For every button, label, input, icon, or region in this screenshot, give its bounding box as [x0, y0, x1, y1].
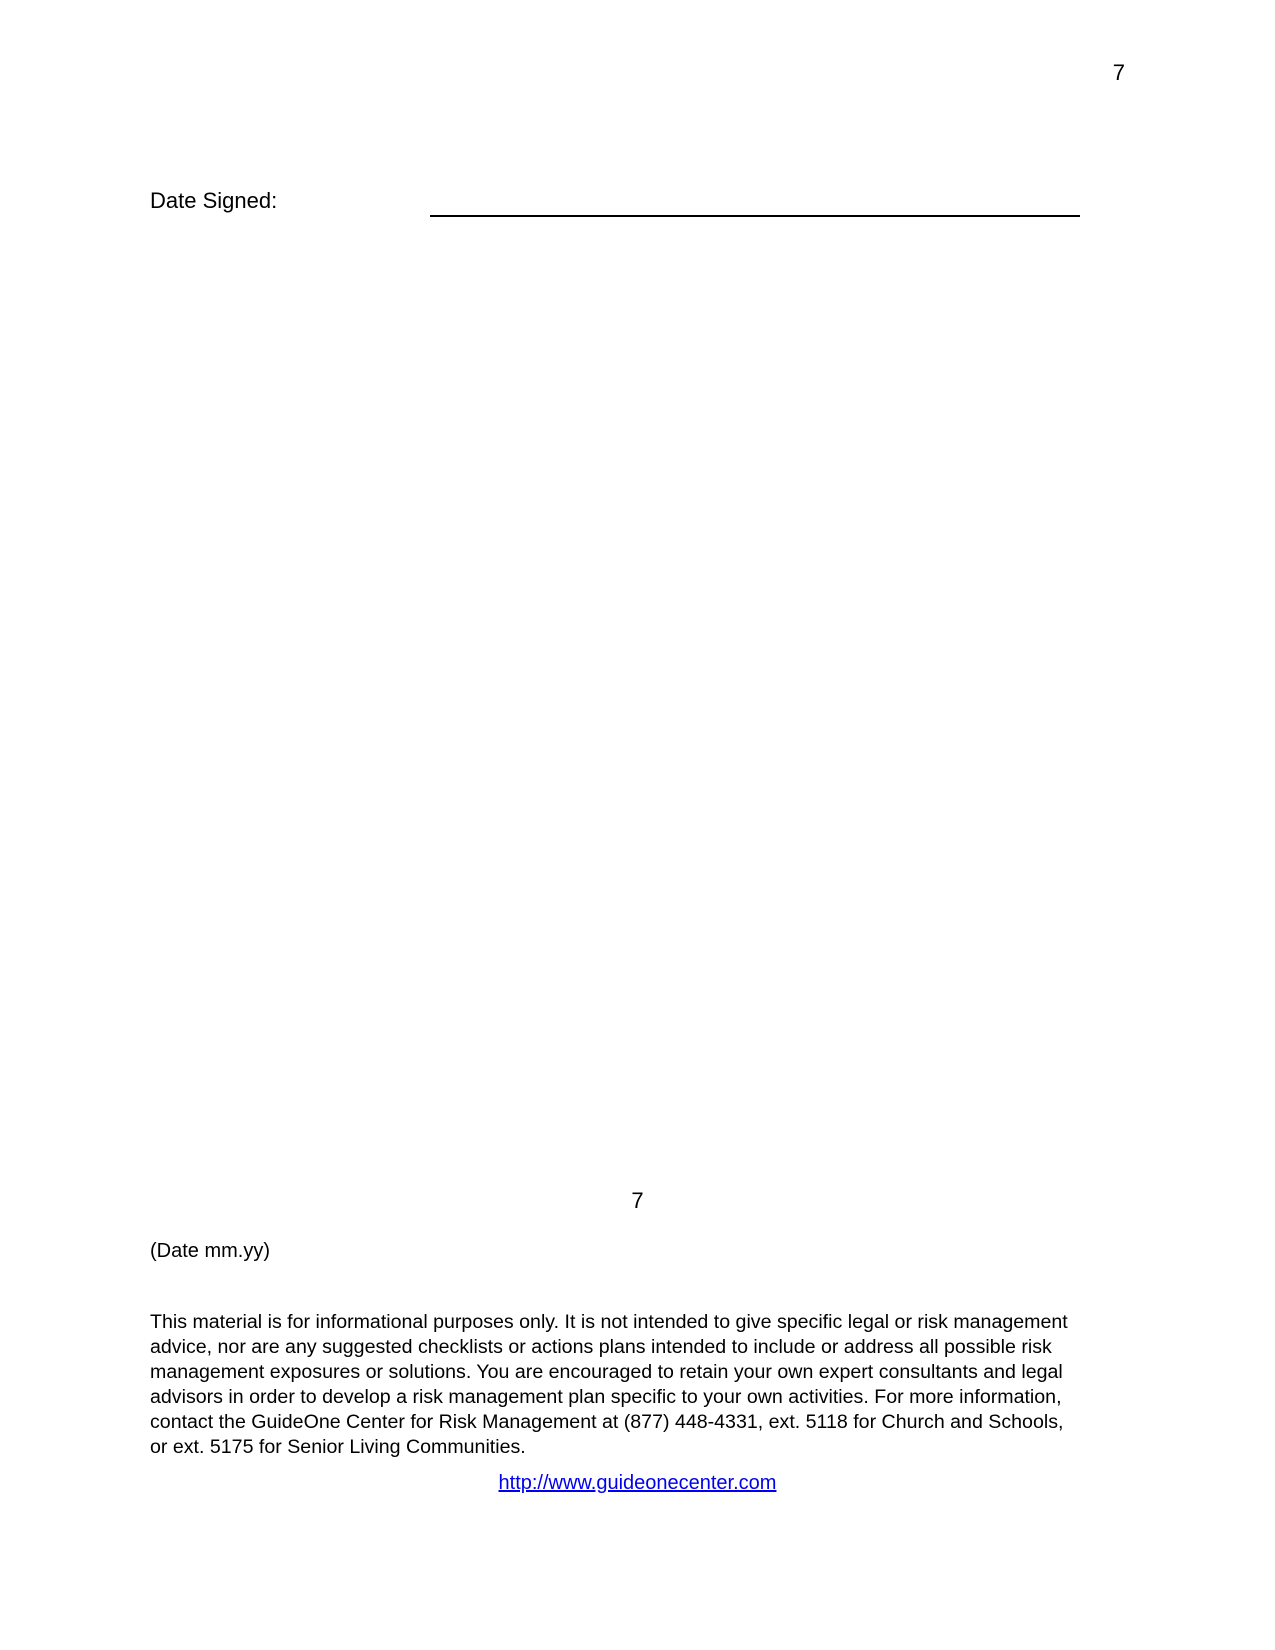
disclaimer-line: This material is for informational purposes only. It is not intended to give specific legal or risk management [150, 1311, 1068, 1333]
disclaimer-line: advice, nor are any suggested checklists or actions plans intended to include or address all possible risk [150, 1336, 1052, 1358]
disclaimer-line: or ext. 5175 for Senior Living Communities. [150, 1436, 526, 1458]
page-number-footer: 7 [631, 1188, 644, 1213]
date-signed-row [150, 188, 1085, 218]
website-link-container [0, 1472, 1275, 1495]
date-signed-line [430, 215, 1080, 217]
date-signed-label: Date Signed: [150, 188, 278, 213]
disclaimer-line: contact the GuideOne Center for Risk Management at (877) 448-4331, ext. 5118 for Church and Schools, [150, 1411, 1064, 1433]
page-number-top: 7 [1112, 60, 1125, 85]
date-code: (Date mm.yy) [150, 1240, 270, 1262]
disclaimer-line: management exposures or solutions. You are encouraged to retain your own expert consultants and legal [150, 1361, 1063, 1383]
disclaimer-line: advisors in order to develop a risk management plan specific to your own activities. For more information, [150, 1386, 1062, 1408]
disclaimer-paragraph [150, 1310, 1135, 1460]
website-link[interactable]: http://www.guideonecenter.com [498, 1472, 777, 1494]
